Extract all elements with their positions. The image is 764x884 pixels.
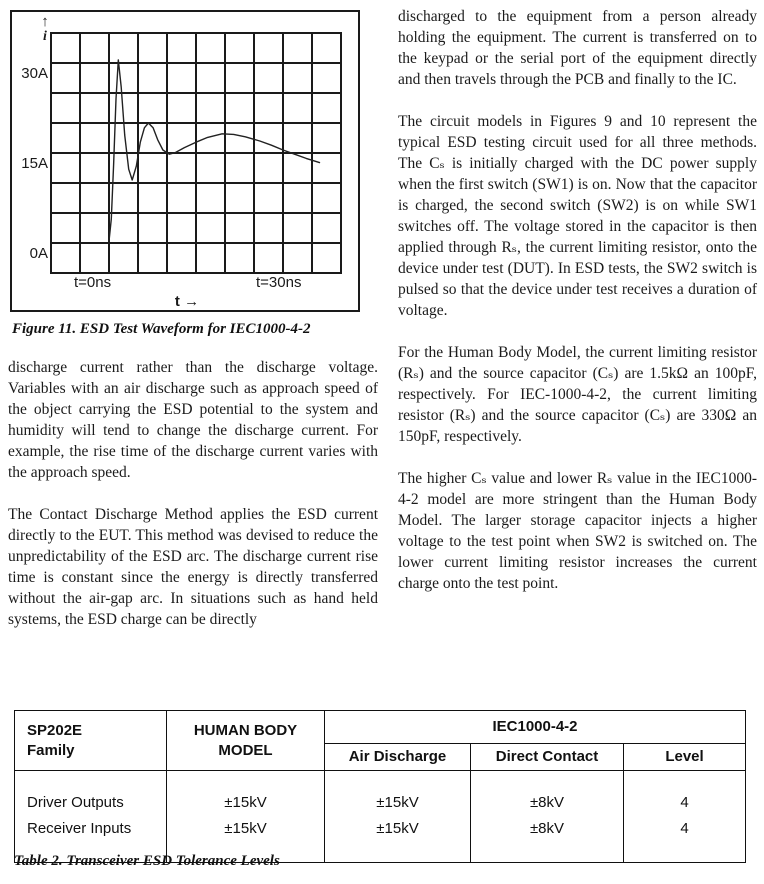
cell-hbm: ±15kV — [167, 818, 325, 863]
paragraph: discharged to the equipment from a person already holding the equipment. The current is transferred on to the keypad or the serial port of the equipment directly and then travels through the PCB and finally to the IC. — [398, 8, 757, 88]
cell-family: Receiver Inputs — [15, 818, 167, 863]
cell-level: 4 — [624, 771, 746, 818]
paragraph: The Contact Discharge Method applies the ESD current directly to the EUT. This method was devised to reduce the unpredictability of the ESD arc. The discharge current rise time is constant since the energy is directly transferred without the air-gap arc. In situations such as hand held systems, the ESD charge can be directly — [8, 506, 378, 628]
header-family — [15, 711, 167, 771]
right-text-column — [398, 6, 757, 615]
y-tick-15a: 15A — [21, 155, 48, 172]
cell-direct: ±8kV — [471, 818, 624, 863]
x-axis-label — [12, 293, 362, 310]
header-family-line1: SP202E — [27, 721, 83, 739]
up-arrow-icon: ↑ — [41, 13, 49, 30]
current-axis-letter: i — [43, 29, 47, 44]
cell-level: 4 — [624, 818, 746, 863]
paragraph: The higher Cₛ value and lower Rₛ value in the IEC1000-4-2 model are more stringent than the Human Body Model. The larger storage capacitor injects a higher voltage to the test point when SW2 is switched on. The lower current limiting resistor increases the current charge onto the test point. — [398, 470, 757, 592]
header-level: Level — [624, 744, 746, 771]
header-hbm-line2: MODEL — [218, 741, 273, 759]
cell-air: ±15kV — [325, 771, 471, 818]
header-iec1000-4-2: IEC1000-4-2 — [325, 711, 746, 744]
y-tick-30a: 30A — [21, 65, 48, 82]
time-axis-letter: t — [174, 293, 180, 310]
table-row — [15, 771, 746, 818]
header-direct-contact: Direct Contact — [471, 744, 624, 771]
cell-hbm: ±15kV — [167, 771, 325, 818]
paragraph: For the Human Body Model, the current limiting resistor (Rₛ) and the source capacitor (Cₛ) are 1.5kΩ an 100pF, respectively. For IEC-1000-4-2, the current limiting resistor (Rₛ) and the source capacitor (Cₛ) are 330Ω an 150pF, respectively. — [398, 344, 757, 445]
cell-direct: ±8kV — [471, 771, 624, 818]
paragraph: discharge current rather than the discharge voltage. Variables with an air discharge such as approach speed of the object carrying the ESD potential to the system and humidity will tend to change the discharge current. For example, the rise time of the discharge current varies with the approach speed. — [8, 359, 378, 481]
header-air-discharge: Air Discharge — [325, 744, 471, 771]
figure-caption: Figure 11. ESD Test Waveform for IEC1000-4-2 — [12, 321, 311, 337]
esd-tolerance-table — [14, 710, 746, 863]
cell-air: ±15kV — [325, 818, 471, 863]
x-tick-t0ns: t=0ns — [74, 274, 112, 291]
left-text-column — [8, 357, 378, 651]
figure-11-esd-waveform — [10, 10, 360, 312]
cell-family: Driver Outputs — [15, 771, 167, 818]
paragraph: The circuit models in Figures 9 and 10 represent the typical ESD testing circuit used for all three methods. The Cₛ is initially charged with the DC power supply when the first switch (SW1) is on. Now that the capacitor is charged, the second switch (SW2) is on while SW1 switches off. The voltage stored in the capacitor is then applied through Rₛ, the current limiting resistor, onto the device under test (DUT). In ESD tests, the SW2 switch is pulsed so that the device under test receives a duration of voltage. — [398, 113, 757, 319]
y-tick-0a: 0A — [29, 245, 48, 262]
table-caption: Table 2. Transceiver ESD Tolerance Levels — [14, 853, 280, 869]
header-family-line2: Family — [27, 741, 75, 759]
x-tick-t30ns: t=30ns — [256, 274, 302, 291]
esd-waveform-chart — [50, 32, 342, 276]
header-human-body-model — [167, 711, 325, 771]
right-arrow-icon: → — [184, 293, 200, 310]
header-hbm-line1: HUMAN BODY — [193, 721, 298, 739]
